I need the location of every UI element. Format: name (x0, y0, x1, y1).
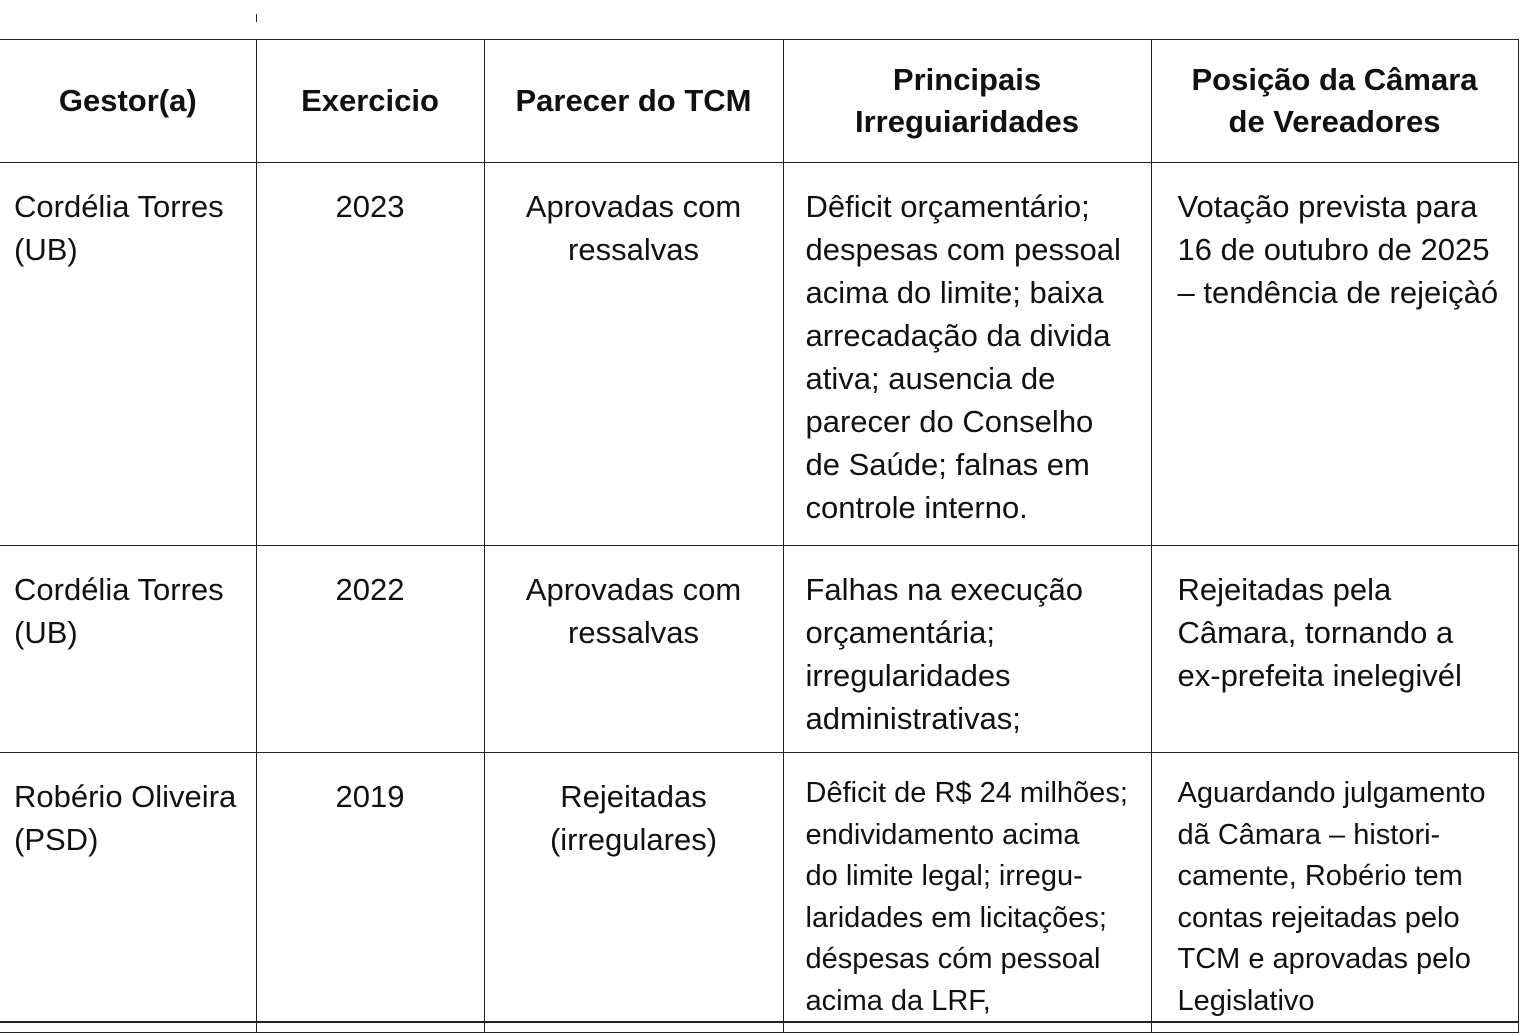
header-camara-line-2: de Vereadores (1228, 104, 1441, 139)
cell-parecer (484, 546, 783, 753)
table-body (0, 163, 1518, 1033)
camara-line: 16 de outubro de 2025 (1177, 232, 1490, 267)
camara-line: Votação prevista para (1177, 189, 1478, 224)
gestor-line: Robério Oliveira (14, 779, 237, 814)
cell-parecer (484, 753, 783, 1033)
header-irregularidades-line-2: Irreguiaridades (855, 104, 1079, 139)
camara-line: Legislativo (1177, 984, 1315, 1017)
parecer-line: Rejeitadas (560, 779, 707, 814)
header-camara (1151, 40, 1518, 163)
irregularidades-line: orçamentária; (805, 615, 996, 650)
irregularidades-line: do limite legal; irregu- (805, 860, 1083, 892)
exercicio-value: 2019 (335, 779, 405, 814)
cell-irregularidades (783, 163, 1151, 546)
camara-line: – tendência de rejeiçàó (1177, 275, 1499, 310)
irregularidades-line: irregularidades (805, 658, 1011, 693)
cell-gestor (0, 753, 256, 1033)
gestor-line: Cordélia Torres (14, 189, 224, 224)
header-exercicio: Exercicio (256, 40, 484, 163)
cell-camara (1151, 163, 1518, 546)
camara-line: Aguardando julgamento (1177, 777, 1486, 809)
cell-camara (1151, 753, 1518, 1033)
cell-exercicio (256, 546, 484, 753)
irregularidades-line: Dêficit de R$ 24 milhões; (805, 777, 1128, 809)
table-header (0, 40, 1518, 163)
cell-exercicio (256, 163, 484, 546)
camara-line: camente, Robério tem (1177, 860, 1463, 892)
gestor-line: (PSD) (14, 822, 99, 857)
camara-line: TCM e aprovadas pelo (1177, 943, 1471, 975)
irregularidades-line: de Saúde; falnas em (805, 447, 1090, 482)
irregularidades-line: déspesas cóm pessoal (805, 943, 1101, 975)
irregularidades-line: acima do limite; baixa (805, 275, 1104, 310)
irregularidades-line: Dêficit orçamentário; (805, 189, 1090, 224)
exercicio-value: 2023 (335, 189, 405, 224)
irregularidades-line: ativa; ausencia de (805, 361, 1056, 396)
camara-line: ex-prefeita inelegivél (1177, 658, 1462, 693)
parecer-line: (irregulares) (549, 822, 718, 857)
parecer-line: ressalvas (568, 232, 699, 267)
parecer-line: Aprovadas com (525, 189, 742, 224)
exercicio-value: 2022 (335, 572, 405, 607)
irregularidades-line: arrecadação da divida (805, 318, 1111, 353)
cell-irregularidades (783, 546, 1151, 753)
header-row (0, 40, 1518, 163)
cell-parecer (484, 163, 783, 546)
irregularidades-line: laridades em licitações; (805, 901, 1107, 934)
cell-exercicio (256, 753, 484, 1033)
irregularidades-line: endividamento acima (805, 818, 1080, 851)
header-irregularidades (783, 40, 1151, 163)
table-row (0, 753, 1518, 1033)
header-irregularidades-line-1: Principais (892, 62, 1042, 97)
camara-line: dã Câmara – histori- (1177, 818, 1441, 851)
bottom-rule (0, 1021, 1518, 1023)
irregularidades-line: acima da LRF, (805, 984, 991, 1017)
irregularidades-line: administrativas; (805, 701, 1021, 736)
accounts-table (0, 39, 1519, 1033)
header-gestor: Gestor(a) (0, 40, 256, 163)
gestor-line: (UB) (14, 232, 78, 267)
parecer-line: Aprovadas com (525, 572, 742, 607)
irregularidades-line: parecer do Conselho (805, 404, 1094, 439)
table-row (0, 546, 1518, 753)
cell-camara (1151, 546, 1518, 753)
cell-gestor (0, 546, 256, 753)
irregularidades-line: Falhas na execução (805, 572, 1083, 607)
irregularidades-line: controle interno. (805, 490, 1028, 525)
header-parecer: Parecer do TCM (484, 40, 783, 163)
camara-line: contas rejeitadas pelo (1177, 901, 1460, 934)
table-row (0, 163, 1518, 546)
cell-irregularidades (783, 753, 1151, 1033)
camara-line: Rejeitadas pela (1177, 572, 1392, 607)
gestor-line: Cordélia Torres (14, 572, 224, 607)
gestor-line: (UB) (14, 615, 78, 650)
irregularidades-line: despesas com pessoal (805, 232, 1121, 267)
parecer-line: ressalvas (568, 615, 699, 650)
camara-line: Câmara, tornando a (1177, 615, 1454, 650)
header-camara-line-1: Posição da Câmara (1191, 62, 1478, 97)
cell-gestor (0, 163, 256, 546)
top-tick-mark (256, 14, 257, 22)
